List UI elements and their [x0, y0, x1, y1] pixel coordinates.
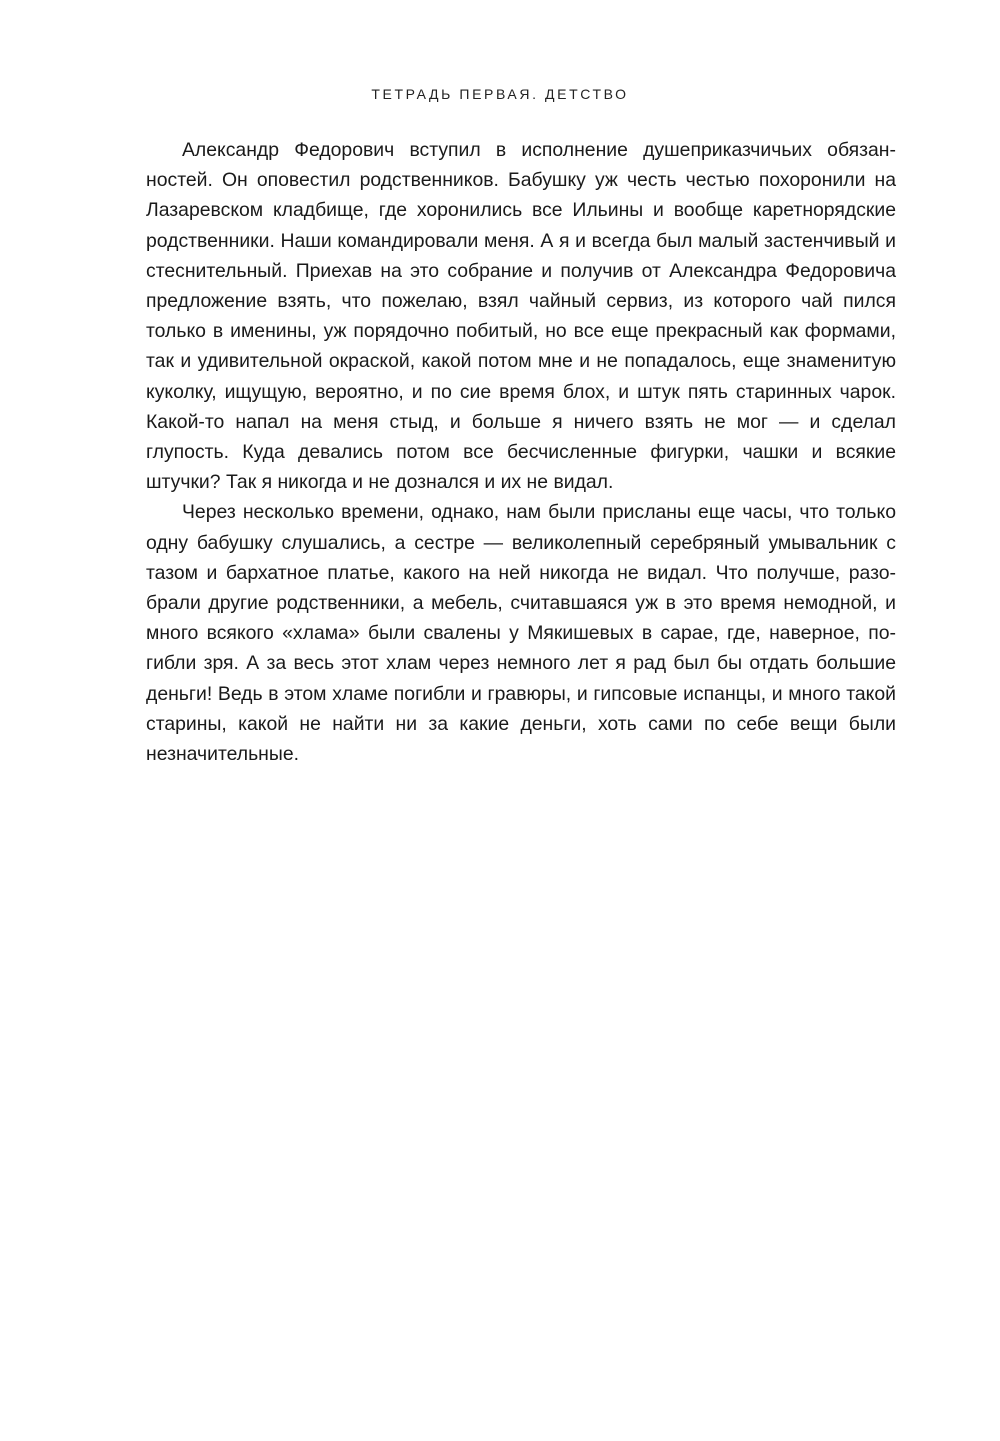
paragraph-1: Александр Федорович вступил в исполнение душеприказчичьих обязанностей. Он оповестил родственников. Бабушку уж честь честью похоронили на Лазаревском кладбище, где хоронились все Ильины и вообще каретнорядские родственники. Наши командировали меня. А я и всегда был малый застенчивый и стеснительный. Приехав на это собрание и получив от Александра Федоровича предложение взять, что пожелаю, взял чайный сервиз, из которого чай пился только в именины, уж порядочно побитый, но все еще прекрасный как формами, так и удивительной окраской, какой потом мне и не попадалось, еще знаменитую куколку, ищущую, вероятно, и по сие время блох, и штук пять старинных чарок. Какой-то напал на меня стыд, и больше я ничего взять не мог — и сделал глупость. Куда девались потом все бесчисленные фигурки, чашки и всякие штучки? Так я никогда и не дознался и их не видал.: [146, 139, 896, 494]
text-body: [146, 135, 896, 769]
paragraph-2: Через несколько времени, однако, нам были присланы еще часы, что только одну бабушку слушались, а сестре — великолепный серебряный умывальник с тазом и бархатное платье, какого на ней никогда не видал. Что получше, разобрали другие родственники, а мебель, считавшаяся уж в это время немодной, и много всякого «хлама» были свалены у Мякишевых в сарае, где, наверное, погибли зря. А за весь этот хлам через немного лет я рад был бы отдать большие деньги! Ведь в этом хламе погибли и гравюры, и гипсовые испанцы, и много такой старины, какой не найти ни за какие деньги, хоть сами по себе вещи были незначительные.: [146, 501, 896, 766]
running-head: ТЕТРАДЬ ПЕРВАЯ. ДЕТСТВО: [371, 86, 629, 102]
